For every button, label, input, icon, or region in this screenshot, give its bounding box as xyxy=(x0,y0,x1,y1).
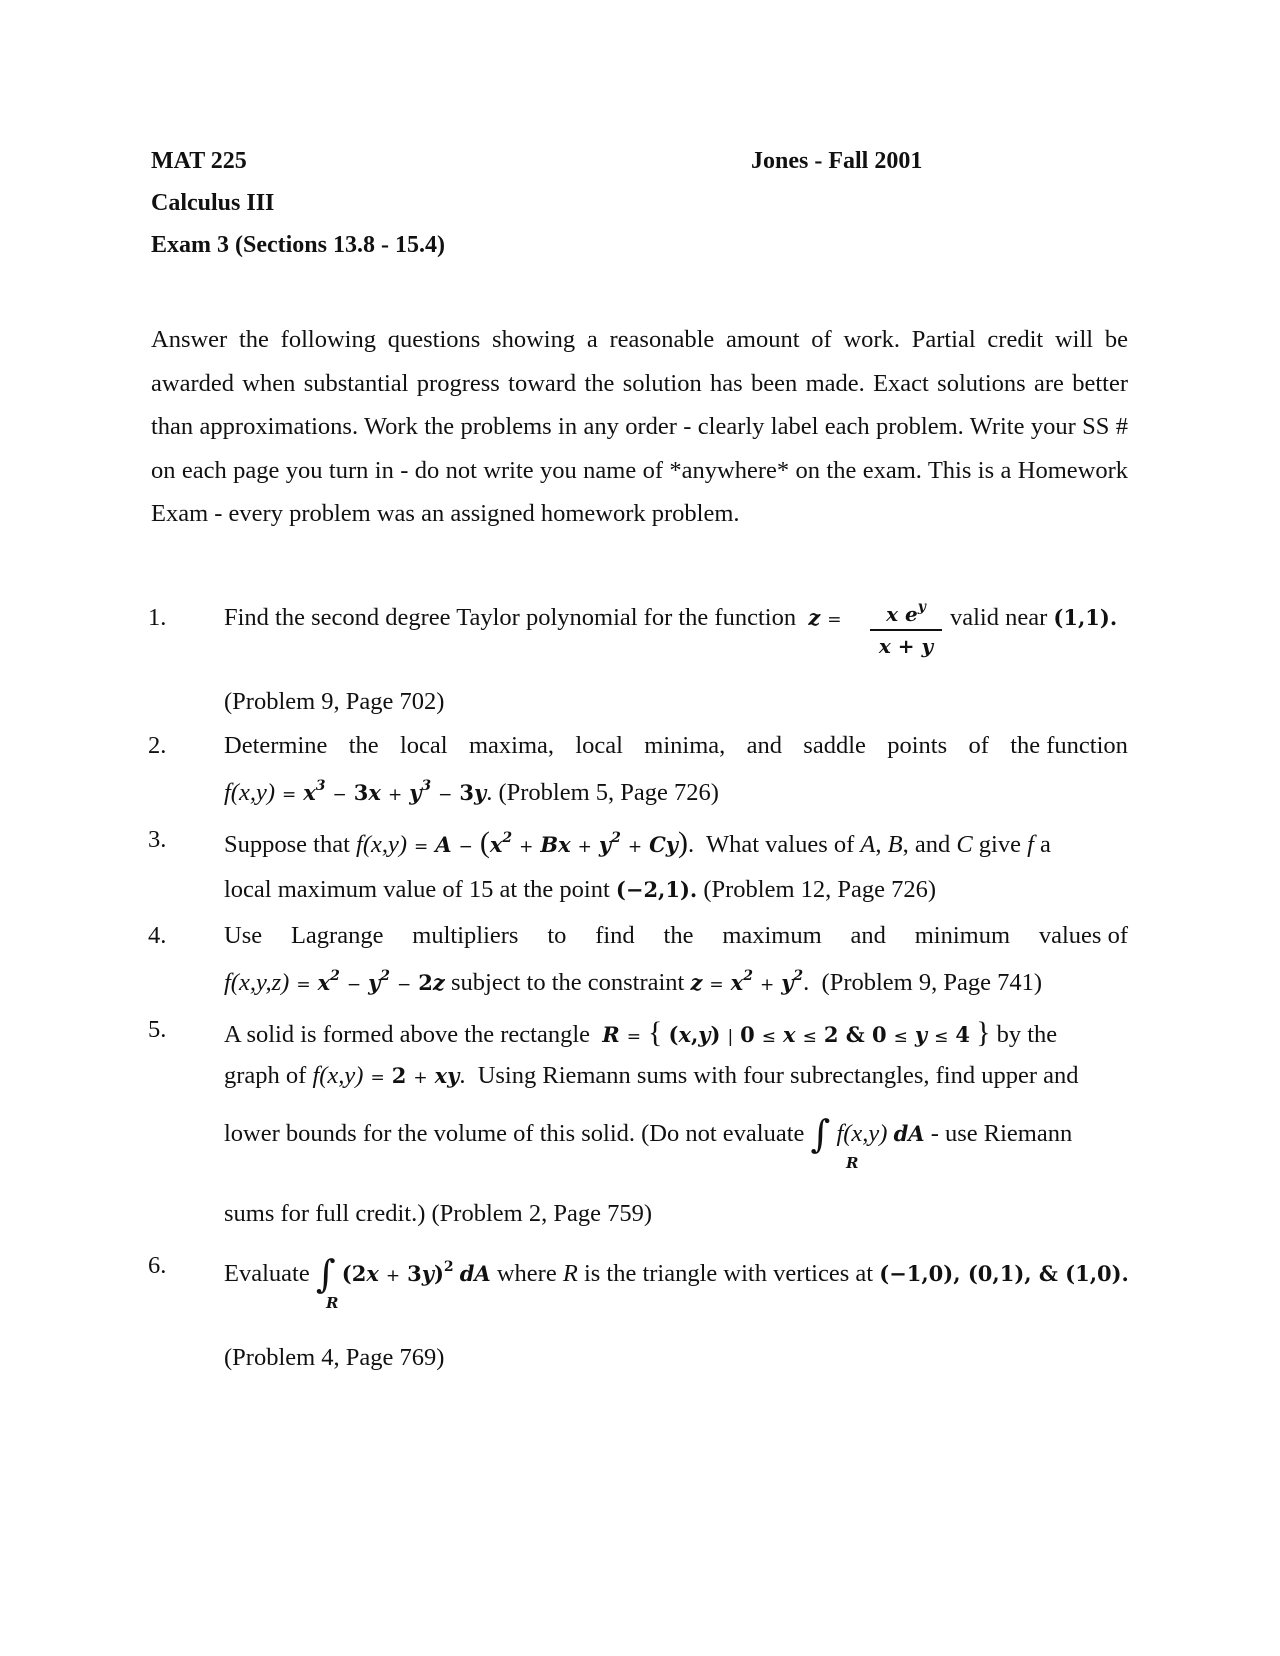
problem-5-line-4: sums for full credit.) (Problem 2, Page 759) xyxy=(224,1200,652,1227)
problem-3-number: 3. xyxy=(148,826,167,853)
problem-3-line-2: local maximum value of 15 at the point (−2,1). (Problem 12, Page 726) xyxy=(224,876,937,903)
problem-4-line-1: Use Lagrange multipliers to find the maximum and minimum values of xyxy=(224,922,1128,949)
problem-4-line-2: $f(x,y,z) = x^2 - y^2 - 2z$ subject to the constraint $z = x^2 + y^2$. (Problem 9, Page 741) xyxy=(224,968,1042,996)
problem-1-statement: Find the second degree Taylor polynomial for the function z = xyxy=(224,604,842,631)
problem-1-tail: valid near (1,1). xyxy=(950,604,1118,631)
course-title: Calculus III xyxy=(151,190,275,216)
problem-5-line-3: lower bounds for the volume of this solid. (Do not evaluate ∫ f(x,y) dA - use Riemann xyxy=(224,1112,1073,1156)
problem-1-number: 1. xyxy=(148,604,167,631)
problem-6-number: 6. xyxy=(148,1252,167,1279)
problem-6-reference: (Problem 4, Page 769) xyxy=(224,1344,445,1371)
problem-5-number: 5. xyxy=(148,1016,167,1043)
problem-4-number: 4. xyxy=(148,922,167,949)
problem-5-line-1: A solid is formed above the rectangle R = { (x,y) | 0 ≤ x ≤ 2 & 0 ≤ y ≤ 4 } by the xyxy=(224,1016,1058,1049)
problem-2-line-2: $f(x,y) = x^3 - 3x + y^3 - 3y$. (Problem 5, Page 726) xyxy=(224,778,719,806)
problem-3-line-1: Suppose that $f(x,y) = A - (x^2 + Bx + y^2 + Cy)$. What values of A, B, and C give f a xyxy=(224,826,1051,859)
problem-5-line-2: graph of f(x,y) = 2 + xy. Using Riemann sums with four subrectangles, find upper and xyxy=(224,1062,1079,1089)
problem-1-reference: (Problem 9, Page 702) xyxy=(224,688,445,715)
problem-6-integral-region: R xyxy=(326,1294,339,1312)
problem-6-line-1: Evaluate ∫ $(2x + 3y)^2$ dA where R is the triangle with vertices at (−1,0), (0,1), & (1,0). xyxy=(224,1252,1129,1296)
problem-1-fraction: x $e^y$ x + y xyxy=(870,594,942,659)
problem-5-integral-region: R xyxy=(846,1154,859,1172)
problem-2-number: 2. xyxy=(148,732,167,759)
problem-2-line-1: Determine the local maxima, local minima, and saddle points of the function xyxy=(224,732,1128,759)
course-code: MAT 225 xyxy=(151,148,247,174)
instructions-paragraph: Answer the following questions showing a reasonable amount of work. Partial credit will be awarded when substantial progress toward the solution has been made. Exact solutions are better than approximations. Work the problems in any order - clearly label each problem. Write your SS # on each page you turn in - do not write you name of *anywhere* on the exam. This is a Homework Exam - every problem was an assigned homework problem. xyxy=(151,326,1128,528)
exam-title: Exam 3 (Sections 13.8 - 15.4) xyxy=(151,232,445,258)
integral-sign: ∫ xyxy=(810,1112,831,1156)
instructor-term: Jones - Fall 2001 xyxy=(751,148,923,174)
integral-sign: ∫ xyxy=(315,1252,336,1296)
